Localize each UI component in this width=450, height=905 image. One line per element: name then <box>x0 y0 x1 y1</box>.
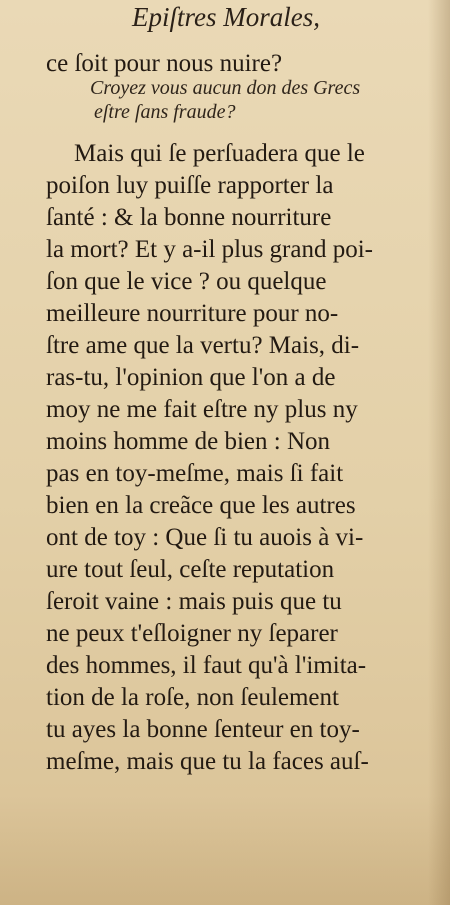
text-line: pas en toy-meſme, mais ſi fait <box>46 460 344 487</box>
epigraph-line: Croyez vous aucun don des Grecs <box>90 77 361 99</box>
text-line: ont de toy : Que ſi tu auois à vi- <box>46 524 364 551</box>
page-stain <box>0 795 450 905</box>
epigraph-line: eſtre ſans fraude? <box>94 101 236 123</box>
text-line: ſon que le vice ? ou quelque <box>46 268 327 295</box>
text-line: poiſon luy puiſſe rapporter la <box>46 172 334 199</box>
text-line: ne peux t'eſloigner ny ſeparer <box>46 620 338 647</box>
text-line: ce ſoit pour nous nuire? <box>46 50 283 77</box>
text-line: ras-tu, l'opinion que l'on a de <box>46 364 336 391</box>
text-line: ſeroit vaine : mais puis que tu <box>46 588 342 615</box>
text-line: Mais qui ſe perſuadera que le <box>74 140 365 167</box>
text-line: bien en la creãce que les autres <box>46 492 356 519</box>
epigraph <box>90 76 360 124</box>
text-line: ſtre ame que la vertu? Mais, di- <box>46 332 360 359</box>
text-line: ſanté : & la bonne nourriture <box>46 204 332 231</box>
running-title: Epiſtres Morales, <box>132 2 320 32</box>
text-line: moy ne me fait eſtre ny plus ny <box>46 396 358 423</box>
text-line: moins homme de bien : Non <box>46 428 330 455</box>
text-line: des hommes, il faut qu'à l'imita- <box>46 652 367 679</box>
text-line: tion de la roſe, non ſeulement <box>46 684 339 711</box>
text-line: meſme, mais que tu la faces auſ- <box>46 748 369 775</box>
page-gutter-shadow <box>428 0 450 905</box>
text-line: ure tout ſeul, ceſte reputation <box>46 556 335 583</box>
text-line: la mort? Et y a-il plus grand poi- <box>46 236 374 263</box>
text-line: tu ayes la bonne ſenteur en toy- <box>46 716 360 743</box>
text-line: meilleure nourriture pour no- <box>46 300 339 327</box>
